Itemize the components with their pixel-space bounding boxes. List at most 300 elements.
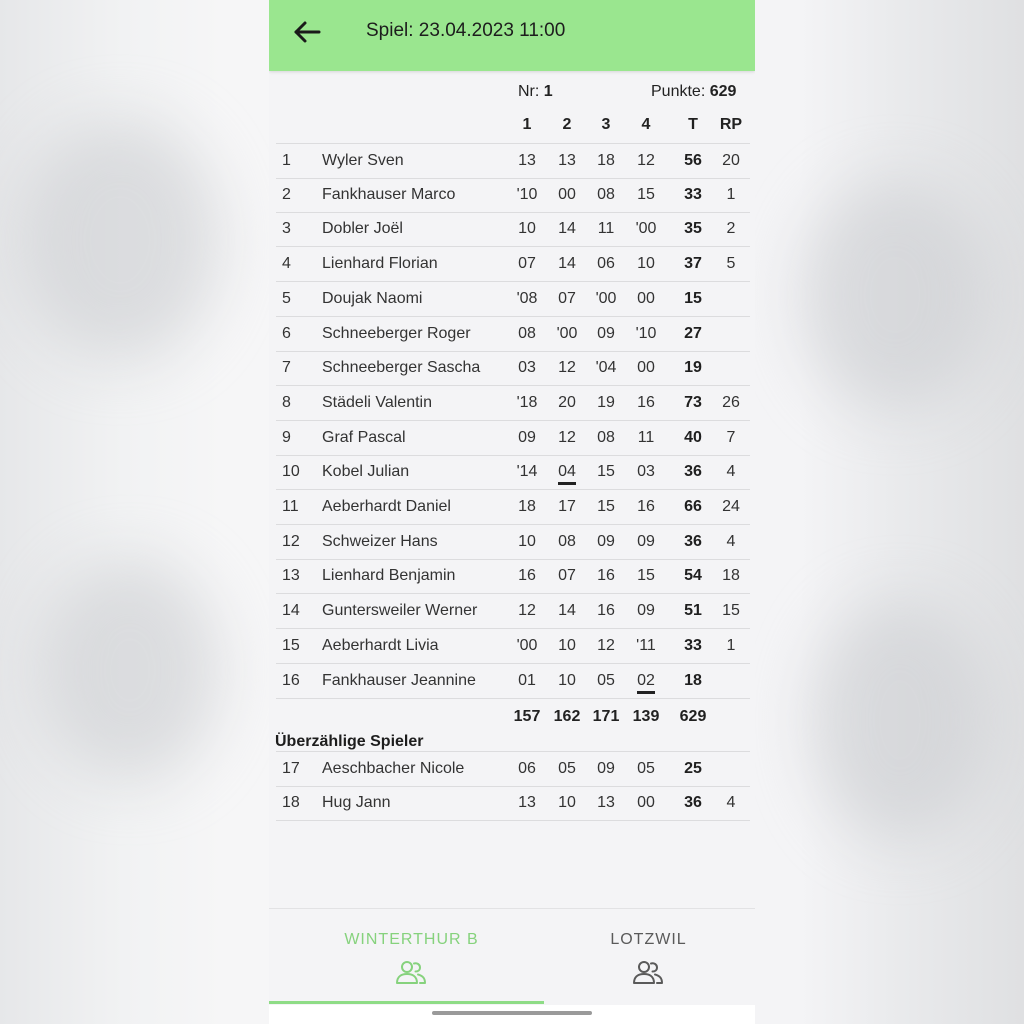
extra-players-heading: Überzählige Spieler (275, 733, 424, 750)
row-number (282, 429, 291, 447)
player-name-value: Dobler Joël (322, 220, 403, 238)
rp-cell-value: 4 (726, 793, 736, 811)
total-cell (678, 255, 708, 273)
row-number (282, 672, 300, 690)
rp-cell-value: 4 (726, 463, 736, 481)
score-cell (591, 498, 621, 516)
tab-label: WINTERTHUR B (344, 931, 479, 948)
score-cell-value: 16 (597, 602, 615, 620)
score-cell-value: 02 (637, 672, 655, 694)
score-cell-value: 13 (518, 793, 536, 811)
score-cell (552, 325, 582, 343)
score-cell (512, 672, 542, 690)
score-cell-value: 09 (637, 532, 655, 550)
score-cell (552, 637, 582, 655)
rp-cell (716, 498, 746, 516)
grand-total-cell: 629 (679, 708, 707, 725)
score-cell (552, 794, 582, 812)
score-cell-value: 08 (518, 324, 536, 342)
score-cell-value: '00 (516, 636, 538, 654)
score-cell (591, 290, 621, 308)
score-cell-value: '10 (516, 185, 538, 203)
total-cell (678, 186, 708, 204)
row-number-value: 8 (282, 393, 291, 411)
score-cell-value: 19 (597, 393, 615, 411)
score-cell-value: 08 (597, 428, 615, 446)
player-name (322, 794, 391, 812)
points-value: 629 (709, 83, 737, 100)
total-cell-value: 36 (684, 532, 702, 550)
score-cell-value: 16 (637, 498, 655, 515)
total-cell: 171 (592, 708, 620, 725)
score-cell (512, 359, 542, 377)
table-row[interactable] (276, 247, 750, 282)
rp-cell (716, 463, 746, 481)
column-header-2: 2 (562, 116, 572, 133)
score-cell-value: 13 (518, 152, 536, 169)
total-cell-value: 18 (684, 671, 702, 689)
rp-cell-value: 1 (726, 185, 736, 203)
player-name (322, 255, 438, 273)
total-cell (678, 672, 708, 690)
rp-cell (716, 255, 746, 273)
score-cell (591, 533, 621, 551)
row-number-value: 15 (282, 636, 300, 654)
group-icon (631, 959, 665, 987)
score-cell-value: 09 (637, 602, 655, 620)
score-cell (591, 152, 621, 170)
score-cell (512, 394, 542, 412)
player-name (322, 359, 480, 377)
home-indicator[interactable] (432, 1011, 592, 1015)
total-cell-value: 73 (684, 393, 702, 411)
score-cell (631, 760, 661, 778)
score-cell (591, 255, 621, 273)
player-name (322, 498, 451, 516)
total-cell (678, 463, 708, 481)
rp-cell (716, 602, 746, 620)
row-number (282, 463, 300, 481)
score-cell (552, 498, 582, 516)
total-cell-value: 37 (684, 255, 702, 273)
score-cell-value: 18 (597, 152, 615, 169)
total-cell-value: 66 (684, 498, 702, 515)
player-name-value: Schneeberger Sascha (322, 359, 481, 377)
score-cell-value: 10 (558, 636, 576, 654)
group-icon (394, 959, 428, 987)
player-name-value: Lienhard Benjamin (322, 567, 456, 585)
score-cell-value: 09 (597, 760, 615, 777)
score-cell (591, 325, 621, 343)
row-number-value: 6 (282, 324, 291, 342)
score-cell (512, 794, 542, 812)
score-cell-value: 07 (558, 567, 576, 585)
back-button[interactable] (287, 14, 327, 50)
score-cell (552, 533, 582, 551)
score-cell-value: 20 (558, 393, 576, 411)
score-cell-value: '18 (516, 393, 538, 411)
player-name (322, 533, 438, 551)
row-number (282, 186, 291, 204)
score-cell (631, 533, 661, 551)
player-name-value: Schweizer Hans (322, 532, 438, 550)
score-cell-value: 13 (597, 793, 615, 811)
score-cell-value: '00 (595, 289, 617, 307)
score-cell (512, 498, 542, 516)
total-cell (678, 794, 708, 812)
row-number (282, 602, 300, 620)
row-number-value: 12 (282, 532, 300, 550)
rp-cell (716, 152, 746, 170)
rp-cell-value: 20 (722, 152, 740, 169)
player-name (322, 186, 455, 204)
row-number-value: 9 (282, 428, 291, 446)
score-cell-value: 12 (637, 152, 655, 169)
player-name (322, 152, 404, 170)
score-cell-value: 04 (558, 463, 576, 485)
score-cell (591, 567, 621, 585)
row-number-value: 5 (282, 289, 291, 307)
score-cell (631, 498, 661, 516)
total-cell-value: 56 (684, 152, 702, 169)
app-bar (269, 0, 755, 71)
total-cell (678, 567, 708, 585)
score-cell-value: 16 (637, 393, 655, 411)
score-cell-value: 09 (597, 324, 615, 342)
player-name (322, 325, 471, 343)
row-number (282, 325, 291, 343)
table-row[interactable] (276, 594, 750, 629)
total-cell (678, 359, 708, 377)
player-name-value: Lienhard Florian (322, 255, 438, 273)
score-cell (512, 152, 542, 170)
player-name (322, 220, 403, 238)
score-cell (512, 290, 542, 308)
total-cell: 157 (513, 708, 541, 725)
score-cell (512, 220, 542, 238)
total-cell-value: 51 (684, 602, 702, 620)
score-cell (591, 394, 621, 412)
score-cell-value: '10 (635, 324, 657, 342)
score-cell-value: 16 (597, 567, 615, 585)
score-cell-value: 08 (597, 185, 615, 203)
score-cell-value: 14 (558, 602, 576, 620)
table-row[interactable] (276, 490, 750, 525)
table-row[interactable] (276, 664, 750, 699)
score-cell-value: 00 (637, 289, 655, 307)
score-cell-value: 06 (597, 255, 615, 273)
score-sheet (269, 71, 755, 908)
column-header-1: 1 (522, 116, 532, 133)
total-cell-value: 19 (684, 359, 702, 377)
score-cell-value: 12 (518, 602, 536, 620)
row-number-value: 10 (282, 463, 300, 481)
total-cell: 139 (632, 708, 660, 725)
row-number-value: 2 (282, 185, 291, 203)
total-cell-value: 33 (684, 636, 702, 654)
score-cell-value: 17 (558, 498, 576, 515)
score-cell (631, 463, 661, 481)
score-cell (631, 567, 661, 585)
score-cell (631, 429, 661, 447)
row-number (282, 498, 299, 516)
row-number-value: 14 (282, 602, 300, 620)
score-cell (552, 602, 582, 620)
row-number (282, 359, 291, 377)
total-cell (678, 152, 708, 170)
score-cell-value: 00 (637, 359, 655, 377)
column-header-total: T (688, 116, 698, 133)
score-cell (512, 186, 542, 204)
score-cell-value: '00 (635, 220, 657, 238)
player-name-value: Aeberhardt Daniel (322, 498, 451, 515)
score-cell-value: 09 (518, 428, 536, 446)
score-cell-value: 13 (558, 152, 576, 169)
total-cell (678, 760, 708, 778)
score-cell-value: '08 (516, 289, 538, 307)
table-row[interactable] (276, 178, 750, 213)
score-cell-value: 05 (558, 760, 576, 777)
player-name-value: Wyler Sven (322, 152, 404, 169)
bottom-tab-bar (269, 908, 755, 1024)
row-number-value: 13 (282, 567, 300, 585)
tab-lotzwil[interactable] (527, 909, 755, 1004)
score-cell (631, 359, 661, 377)
total-cell-value: 25 (684, 760, 702, 777)
score-cell (591, 602, 621, 620)
score-cell (552, 255, 582, 273)
table-row[interactable] (276, 386, 750, 421)
game-number (518, 83, 553, 101)
player-name (322, 637, 439, 655)
row-number-value: 4 (282, 255, 291, 273)
row-number (282, 794, 300, 812)
player-name-value: Graf Pascal (322, 428, 406, 446)
table-row[interactable] (276, 212, 750, 247)
total-cell-value: 33 (684, 185, 702, 203)
player-name-value: Hug Jann (322, 793, 391, 811)
rp-cell-value: 18 (722, 567, 740, 585)
score-cell (552, 429, 582, 447)
score-cell (512, 602, 542, 620)
score-cell-value: 10 (558, 793, 576, 811)
score-cell (512, 325, 542, 343)
arrow-left-icon (287, 14, 327, 50)
score-cell (591, 359, 621, 377)
table-row[interactable] (276, 786, 750, 821)
player-name (322, 760, 464, 778)
player-name (322, 602, 477, 620)
score-cell-value: 05 (597, 671, 615, 689)
rp-cell (716, 220, 746, 238)
score-cell (552, 359, 582, 377)
tab-label: LOTZWIL (610, 931, 687, 948)
rp-cell (716, 394, 746, 412)
row-number-value: 16 (282, 671, 300, 689)
score-cell-value: 07 (558, 289, 576, 307)
rp-cell (716, 794, 746, 812)
row-number (282, 567, 300, 585)
score-cell-value: 00 (637, 793, 655, 811)
rp-cell-value: 5 (726, 255, 736, 273)
score-cell (512, 429, 542, 447)
score-cell-value: 01 (518, 671, 536, 689)
score-cell (552, 760, 582, 778)
score-cell (512, 533, 542, 551)
score-cell-value: 15 (637, 567, 655, 585)
score-cell (591, 637, 621, 655)
player-name (322, 429, 406, 447)
points-label: Punkte: (651, 83, 706, 100)
score-cell-value: 12 (558, 428, 576, 446)
player-name (322, 672, 476, 690)
total-cell: 162 (553, 708, 581, 725)
score-cell-value: 09 (597, 532, 615, 550)
total-cell (678, 325, 708, 343)
score-cell (631, 186, 661, 204)
table-row[interactable] (276, 525, 750, 560)
score-cell-value: 15 (597, 463, 615, 481)
table-row[interactable] (276, 351, 750, 386)
rp-cell-value: 15 (722, 602, 740, 620)
score-cell (631, 290, 661, 308)
player-name-value: Fankhauser Jeannine (322, 671, 476, 689)
total-cell (678, 290, 708, 308)
player-name-value: Schneeberger Roger (322, 324, 471, 342)
score-cell-value: 08 (558, 532, 576, 550)
score-cell (512, 760, 542, 778)
score-cell (552, 290, 582, 308)
row-number (282, 255, 291, 273)
score-cell (512, 255, 542, 273)
player-name (322, 290, 422, 308)
score-cell (552, 672, 582, 690)
row-number-value: 11 (282, 498, 299, 515)
score-cell-value: 16 (518, 567, 536, 585)
row-number (282, 760, 300, 778)
player-name-value: Fankhauser Marco (322, 185, 456, 203)
row-number (282, 220, 291, 238)
total-cell-value: 54 (684, 567, 702, 585)
table-row[interactable] (276, 421, 750, 456)
score-cell (552, 220, 582, 238)
total-cell (678, 429, 708, 447)
total-cell (678, 533, 708, 551)
table-row[interactable] (276, 143, 750, 179)
score-cell-value: '00 (556, 324, 578, 342)
rp-cell-value: 4 (726, 532, 736, 550)
column-header-3: 3 (601, 116, 611, 133)
row-number (282, 152, 291, 170)
total-cell (678, 602, 708, 620)
player-name-value: Aeschbacher Nicole (322, 760, 465, 777)
score-cell (631, 637, 661, 655)
score-cell (631, 325, 661, 343)
score-cell-value: 00 (558, 185, 576, 203)
score-cell-value: 10 (558, 671, 576, 689)
score-cell-value: '14 (516, 463, 538, 481)
game-number-label: Nr: (518, 83, 540, 100)
rp-cell (716, 186, 746, 204)
rp-cell-value: 2 (726, 220, 736, 238)
score-cell-value: 18 (518, 498, 536, 515)
score-cell (512, 637, 542, 655)
row-number (282, 290, 291, 308)
row-number-value: 17 (282, 760, 300, 777)
score-cell-value: 10 (637, 255, 655, 273)
player-name-value: Kobel Julian (322, 463, 410, 481)
table-row[interactable] (276, 629, 750, 664)
player-name (322, 394, 432, 412)
score-cell (591, 760, 621, 778)
player-name-value: Guntersweiler Werner (322, 602, 478, 620)
score-cell-value: 15 (597, 498, 615, 515)
total-cell-value: 40 (684, 428, 702, 446)
row-number-value: 1 (282, 152, 291, 169)
total-cell (678, 637, 708, 655)
column-header-rp: RP (719, 116, 743, 133)
score-cell (591, 429, 621, 447)
score-cell (631, 394, 661, 412)
player-name-value: Doujak Naomi (322, 289, 423, 307)
score-cell-value: 05 (637, 760, 655, 777)
score-cell-value: 14 (558, 255, 576, 273)
score-cell (552, 394, 582, 412)
table-row[interactable] (276, 317, 750, 352)
player-name (322, 567, 455, 585)
score-cell (512, 463, 542, 481)
tab-winterthur-b[interactable] (290, 909, 533, 1004)
table-row[interactable] (276, 282, 750, 317)
score-cell-value: 10 (518, 532, 536, 550)
row-number (282, 533, 300, 551)
table-row[interactable] (276, 455, 750, 490)
system-navigation-area (269, 1005, 755, 1024)
score-cell-value: 11 (597, 220, 615, 238)
player-name (322, 463, 409, 481)
score-cell (631, 255, 661, 273)
rp-cell-value: 1 (726, 636, 736, 654)
row-number-value: 3 (282, 220, 291, 238)
total-cell-value: 27 (684, 324, 702, 342)
rp-cell-value: 26 (722, 393, 740, 411)
totals-row (276, 700, 750, 730)
rp-cell (716, 533, 746, 551)
score-cell-value: 15 (637, 185, 655, 203)
score-cell (631, 602, 661, 620)
player-name-value: Städeli Valentin (322, 393, 432, 411)
row-number (282, 637, 300, 655)
row-number (282, 394, 291, 412)
points-summary (651, 83, 736, 101)
score-cell-value: 06 (518, 760, 536, 777)
table-row[interactable] (276, 751, 750, 787)
rp-cell (716, 637, 746, 655)
total-cell (678, 498, 708, 516)
rp-cell (716, 429, 746, 447)
phone-screen (269, 0, 755, 1024)
score-cell-value: 11 (637, 428, 655, 446)
score-cell (591, 794, 621, 812)
table-row[interactable] (276, 559, 750, 594)
page-title: Spiel: 23.04.2023 11:00 (366, 20, 566, 41)
active-tab-indicator (269, 1001, 544, 1004)
total-cell-value: 35 (684, 220, 702, 238)
score-cell (591, 463, 621, 481)
score-cell (591, 186, 621, 204)
rp-cell-value: 7 (726, 428, 736, 446)
rp-cell-value: 24 (722, 498, 740, 515)
